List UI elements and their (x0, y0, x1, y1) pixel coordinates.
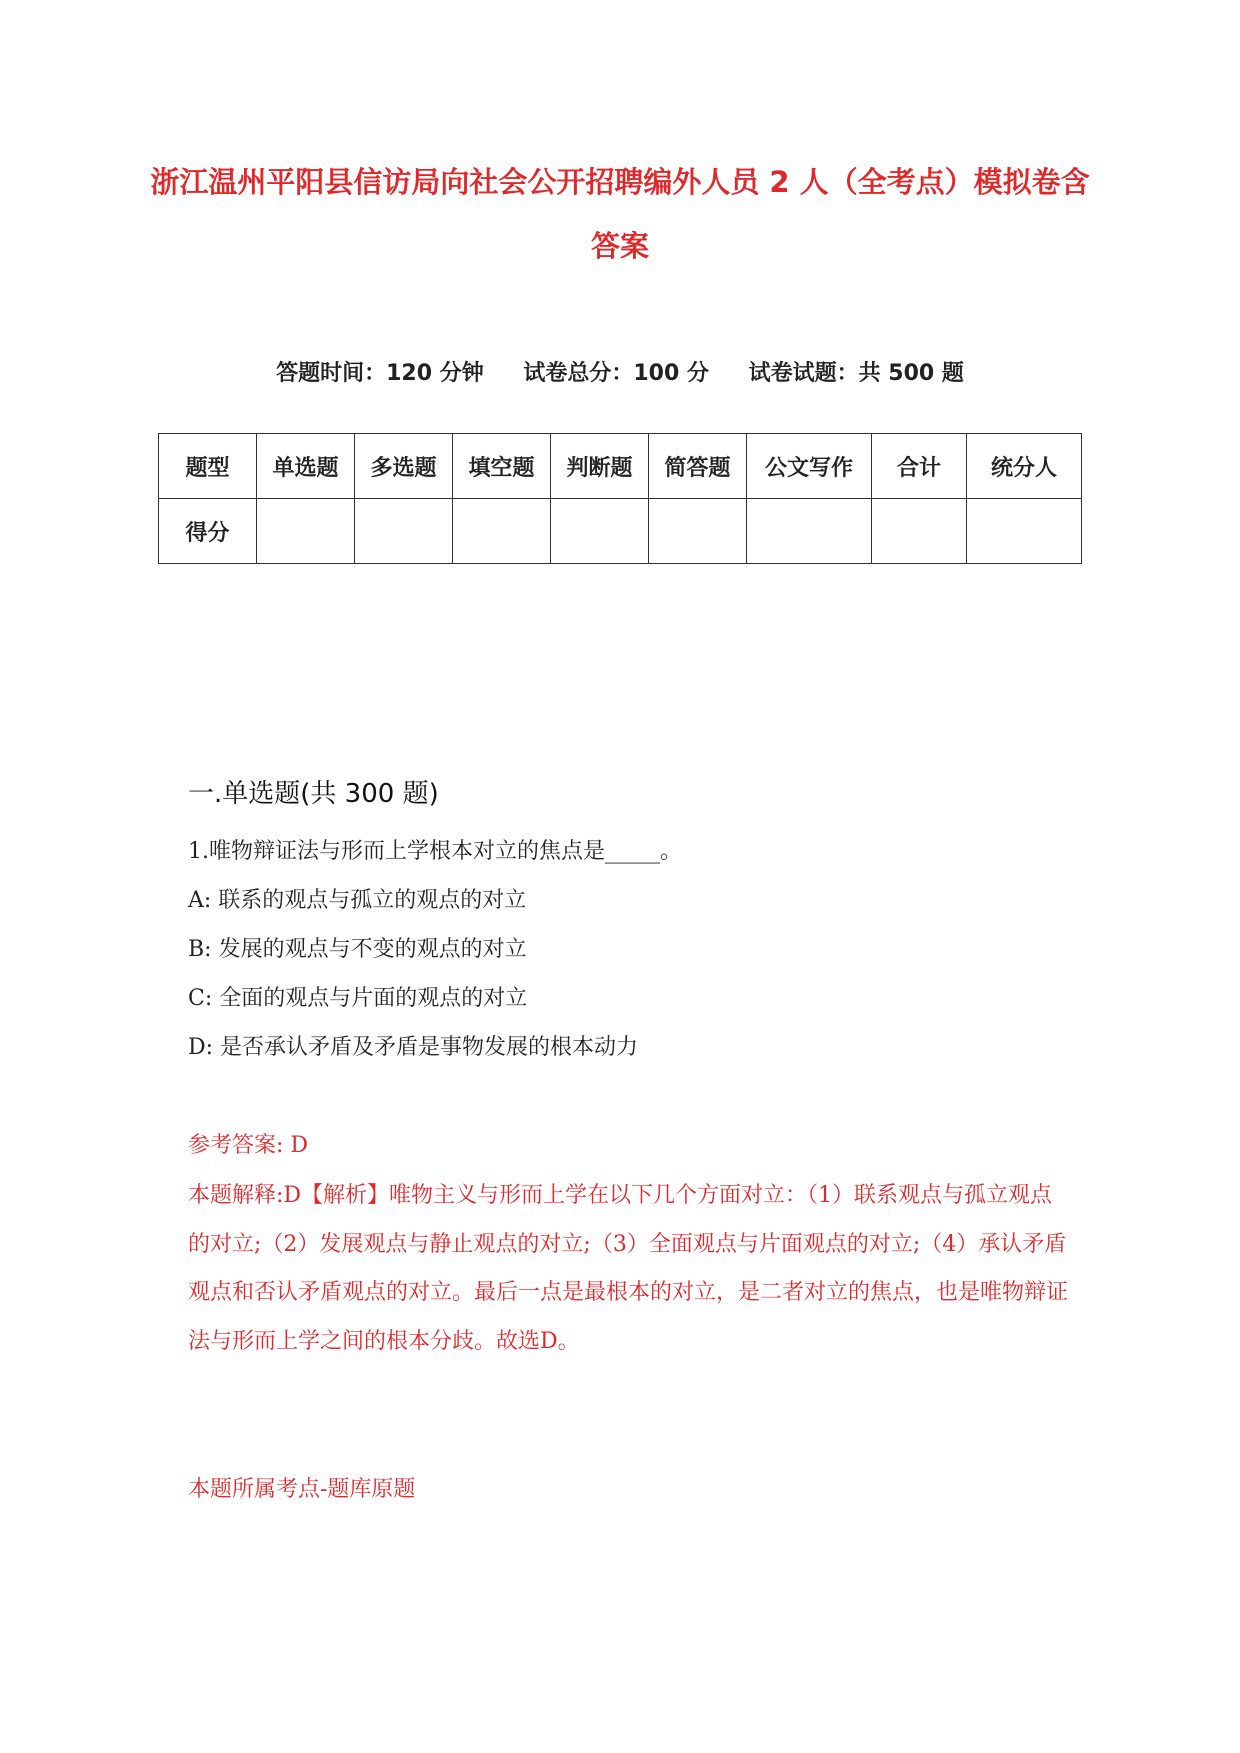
score-cell[interactable] (872, 499, 967, 564)
header-cell: 单选题 (257, 434, 355, 499)
score-cell[interactable] (355, 499, 453, 564)
score-cell[interactable] (551, 499, 649, 564)
score-cell[interactable] (257, 499, 355, 564)
option-d: D: 是否承认矛盾及矛盾是事物发展的根本动力 (188, 1035, 639, 1060)
score-table-header-row (159, 434, 1082, 499)
option-c: C: 全面的观点与片面的观点的对立 (188, 986, 528, 1011)
header-cell: 题型 (159, 434, 257, 499)
score-cell[interactable] (967, 499, 1082, 564)
header-cell: 统分人 (967, 434, 1082, 499)
score-table (158, 433, 1082, 564)
score-row-label: 得分 (159, 499, 257, 564)
exam-meta (0, 356, 1240, 387)
score-cell[interactable] (453, 499, 551, 564)
header-cell: 多选题 (355, 434, 453, 499)
option-b: B: 发展的观点与不变的观点的对立 (188, 937, 527, 962)
header-cell: 填空题 (453, 434, 551, 499)
score-cell[interactable] (649, 499, 747, 564)
header-cell: 合计 (872, 434, 967, 499)
topic-label: 本题所属考点-题库原题 (188, 1477, 416, 1502)
exam-question-count: 试卷试题：共 500 题 (748, 361, 964, 386)
exam-time: 答题时间：120 分钟 (276, 361, 484, 386)
score-table-score-row (159, 499, 1082, 564)
header-cell: 简答题 (649, 434, 747, 499)
reference-answer: 参考答案: D (188, 1133, 309, 1158)
document-title: 浙江温州平阳县信访局向社会公开招聘编外人员 2 人（全考点）模拟卷含答案 (150, 165, 1090, 263)
answer-explanation: 本题解释:D【解析】唯物主义与形而上学在以下几个方面对立：（1）联系观点与孤立观点的对立;（2）发展观点与静止观点的对立;（3）全面观点与片面观点的对立;（4）承认矛盾观点和否认矛盾观点的对立。最后一点是最根本的对立，是二者对立的焦点，也是唯物辩证法与形而上学之间的根本分歧。故选D。 (188, 1183, 1069, 1354)
exam-total-score: 试卷总分：100 分 (523, 361, 709, 386)
header-cell: 公文写作 (747, 434, 872, 499)
option-a: A: 联系的观点与孤立的观点的对立 (188, 888, 527, 913)
question-stem: 1.唯物辩证法与形而上学根本对立的焦点是_____。 (188, 839, 682, 864)
header-cell: 判断题 (551, 434, 649, 499)
section-title: 一.单选题(共 300 题) (188, 779, 439, 809)
score-cell[interactable] (747, 499, 872, 564)
